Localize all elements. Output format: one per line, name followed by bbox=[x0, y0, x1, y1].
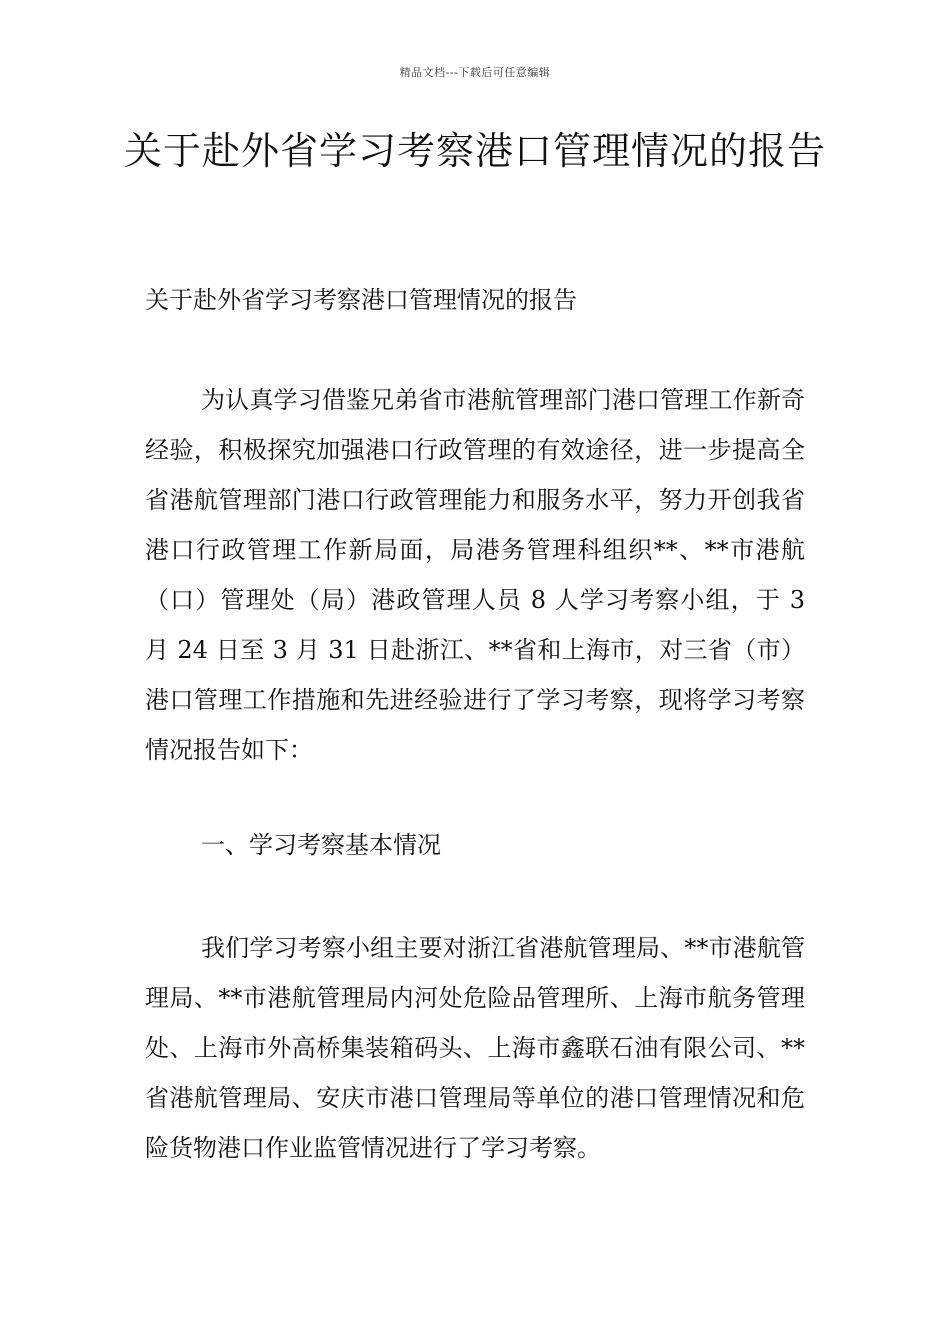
paragraph-overview: 我们学习考察小组主要对浙江省港航管理局、**市港航管理局、**市港航管理局内河处危险品管理所、上海市航务管理处、上海市外高桥集装箱码头、上海市鑫联石油有限公司、**省港航管理局、安庆市港口管理局等单位的港口管理情况和危险货物港口作业监管情况进行了学习考察。 bbox=[145, 934, 805, 1162]
header-watermark: 精品文档---下载后可任意编辑 bbox=[399, 66, 551, 79]
section-heading: 一、学习考察基本情况 bbox=[201, 831, 441, 859]
paragraph-intro: 为认真学习借鉴兄弟省市港航管理部门港口管理工作新奇经验，积极探究加强港口行政管理的有效途径，进一步提高全省港航管理部门港口行政管理能力和服务水平，努力开创我省港口行政管理工作新局面，局港务管理科组织**、**市港航（口）管理处（局）港政管理人员 8 人学习考察小组，于 3 月 24 日至 3 月 31 日赴浙江、**省和上海市，对三省（市）港口管理工作措施和先进经验进行了学习考察，现将学习考察情况报告如下： bbox=[145, 386, 805, 764]
document-title: 关于赴外省学习考察港口管理情况的报告 bbox=[123, 129, 826, 173]
document-subtitle: 关于赴外省学习考察港口管理情况的报告 bbox=[145, 286, 577, 314]
